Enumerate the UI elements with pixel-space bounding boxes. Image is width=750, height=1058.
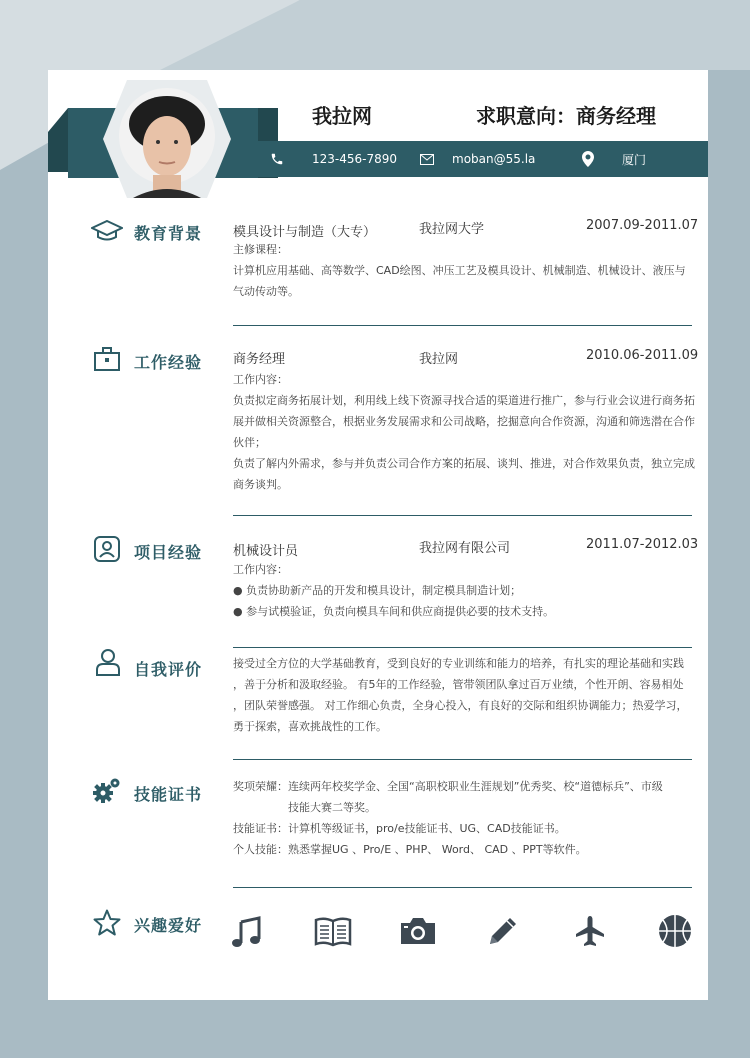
self-details xyxy=(233,653,699,737)
work-line: 商务谈判。 xyxy=(233,478,288,491)
project-details xyxy=(233,559,699,622)
education-line: 计算机应用基础、高等数学、CAD绘图、冲压工艺及模具设计、机械制造、机械设计、液压与 xyxy=(233,264,686,277)
graduation-cap-icon xyxy=(91,220,123,242)
star-icon xyxy=(93,909,121,936)
phone-text: 123-456-7890 xyxy=(312,152,398,166)
music-icon xyxy=(231,916,263,948)
briefcase-icon xyxy=(94,347,120,371)
id-badge-icon xyxy=(94,536,120,562)
self-line: ，善于分析和汲取经验。 有5年的工作经验，管带领团队拿过百万业绩，个性开朗、容易相处 xyxy=(233,678,684,691)
basketball-icon xyxy=(658,914,692,948)
location-pin-icon xyxy=(582,151,594,167)
divider xyxy=(233,325,692,326)
divider xyxy=(233,515,692,516)
work-title: 工作经验 xyxy=(134,353,203,372)
self-line: 接受过全方位的大学基础教育，受到良好的专业训练和能力的培养，有扎实的理论基础和实践 xyxy=(233,657,684,670)
airplane-icon xyxy=(575,915,605,947)
work-position: 商务经理 xyxy=(233,352,286,367)
divider xyxy=(233,647,692,648)
book-icon xyxy=(314,917,352,947)
camera-icon xyxy=(399,917,437,945)
project-company: 我拉网有限公司 xyxy=(419,541,511,556)
self-line: ，团队荣誉感强。 对工作细心负责，全身心投入，有良好的交际和组织协调能力；热爱学习， xyxy=(233,699,688,712)
city-text: 厦门 xyxy=(622,152,647,167)
project-date: 2011.07-2012.03 xyxy=(586,537,699,552)
project-bullet: ● 负责协助新产品的开发和模具设计，制定模具制造计划； xyxy=(233,584,522,597)
divider xyxy=(233,759,692,760)
resume-name: 我拉网 xyxy=(312,104,372,128)
education-details xyxy=(233,239,695,302)
project-bullet-text: 参与试模验证，负责向模具车间和供应商提供必要的技术支持。 xyxy=(246,605,555,618)
project-title: 项目经验 xyxy=(134,543,203,562)
phone-icon xyxy=(270,152,284,166)
email-text: moban@55.la xyxy=(452,152,536,166)
education-line: 气动传动等。 xyxy=(233,285,299,298)
skills-line: 技能证书：计算机等级证书，pro/e技能证书、UG、CAD技能证书。 xyxy=(233,822,566,835)
skills-details xyxy=(233,776,699,860)
education-major: 模具设计与制造（大专） xyxy=(233,225,377,240)
project-bullet-text: 负责协助新产品的开发和模具设计，制定模具制造计划； xyxy=(246,584,522,597)
person-icon xyxy=(95,648,121,676)
work-line: 工作内容： xyxy=(233,373,288,386)
avatar xyxy=(103,80,231,198)
gears-icon xyxy=(92,776,122,804)
divider xyxy=(233,887,692,888)
work-company: 我拉网 xyxy=(419,352,459,367)
project-bullet: ● 参与试模验证，负责向模具车间和供应商提供必要的技术支持。 xyxy=(233,605,555,618)
work-line: 负责拟定商务拓展计划，利用线上线下资源寻找合适的渠道进行推广，参与行业会议进行商务拓 xyxy=(233,394,695,407)
skills-title: 技能证书 xyxy=(134,785,203,804)
pencil-icon xyxy=(488,916,518,946)
work-date: 2010.06-2011.09 xyxy=(586,348,699,363)
contact-bar xyxy=(248,141,708,177)
work-details xyxy=(233,369,699,495)
skills-line: 技能大赛二等奖。 xyxy=(288,801,376,814)
job-objective: 求职意向：商务经理 xyxy=(476,104,656,128)
skills-line: 个人技能：熟悉掌握UG 、Pro/E 、PHP、 Word、 CAD 、PPT等软件。 xyxy=(233,843,587,856)
self-line: 勇于探索，喜欢挑战性的工作。 xyxy=(233,720,387,733)
hobbies-title: 兴趣爱好 xyxy=(134,916,203,935)
self-title: 自我评价 xyxy=(134,660,203,679)
education-title: 教育背景 xyxy=(134,224,203,243)
education-date: 2007.09-2011.07 xyxy=(586,218,699,233)
email-icon xyxy=(420,154,434,165)
education-line: 主修课程： xyxy=(233,243,288,256)
education-school: 我拉网大学 xyxy=(419,222,485,237)
project-position: 机械设计员 xyxy=(233,544,299,559)
work-line: 伙伴； xyxy=(233,436,266,449)
contact-phone xyxy=(270,141,397,177)
project-intro: 工作内容： xyxy=(233,563,288,576)
skills-line: 奖项荣耀：连续两年校奖学金、全国“高职校职业生涯规划”优秀奖、校“道德标兵”、市级 xyxy=(233,780,663,793)
contact-city xyxy=(582,141,646,177)
work-line: 负责了解内外需求，参与并负责公司合作方案的拓展、谈判、推进，对合作效果负责，独立完成 xyxy=(233,457,695,470)
contact-email xyxy=(420,141,535,177)
work-line: 展并做相关资源整合，根据业务发展需求和公司战略，挖掘意向合作资源，沟通和筛选潜在合作 xyxy=(233,415,695,428)
